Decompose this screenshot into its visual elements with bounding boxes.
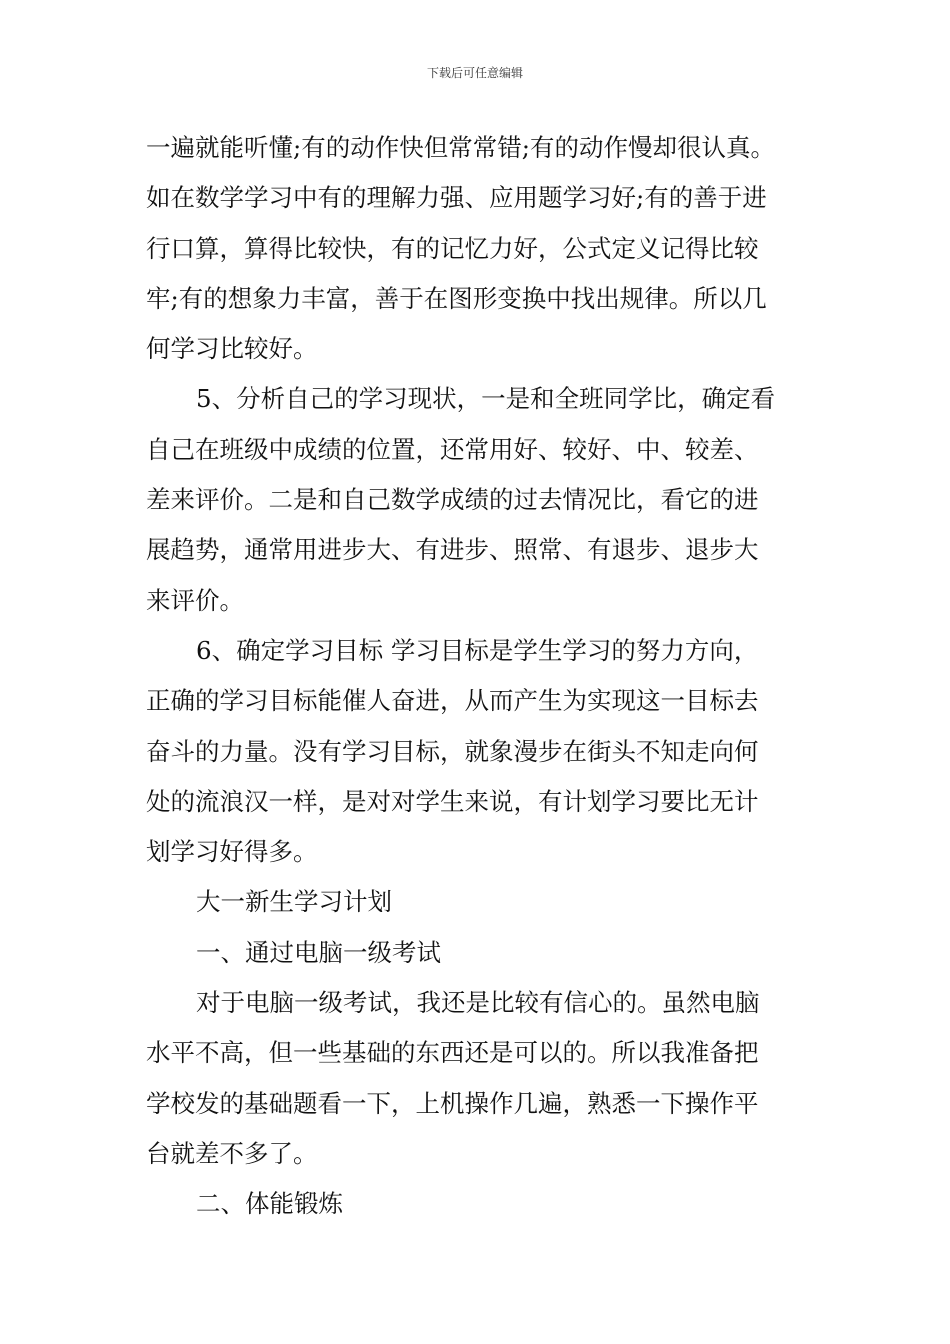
- text-line: 牢;有的想象力丰富，善于在图形变换中找出规律。所以几: [146, 283, 767, 313]
- text-line: 正确的学习目标能催人奋进，从而产生为实现这一目标去: [146, 686, 759, 716]
- text-line: 对于电脑一级考试，我还是比较有信心的。虽然电脑: [196, 988, 760, 1018]
- text-line: 行口算，算得比较快，有的记忆力好，公式定义记得比较: [146, 233, 759, 263]
- text-line: 二、体能锻炼: [196, 1189, 343, 1219]
- text-line: 展趋势，通常用进步大、有进步、照常、有退步、退步大: [146, 535, 759, 565]
- text-line: 大一新生学习计划: [196, 887, 392, 917]
- text-line: 来评价。: [146, 585, 244, 615]
- text-line: 学校发的基础题看一下，上机操作几遍，熟悉一下操作平: [146, 1088, 759, 1118]
- document-body: [146, 123, 846, 1230]
- text-line: 6、确定学习目标 学习目标是学生学习的努力方向，: [196, 635, 759, 665]
- text-line: 处的流浪汉一样，是对对学生来说，有计划学习要比无计: [146, 786, 759, 816]
- text-line: 自己在班级中成绩的位置，还常用好、较好、中、较差、: [146, 434, 759, 464]
- text-line: 一、通过电脑一级考试: [196, 937, 441, 967]
- text-line: 划学习好得多。: [146, 837, 318, 867]
- text-line: 奋斗的力量。没有学习目标，就象漫步在街头不知走向何: [146, 736, 759, 766]
- text-line: 何学习比较好。: [146, 334, 318, 364]
- text-line: 水平不高，但一些基础的东西还是可以的。所以我准备把: [146, 1038, 759, 1068]
- text-line: 差来评价。二是和自己数学成绩的过去情况比，看它的进: [146, 485, 759, 515]
- text-line: 5、分析自己的学习现状，一是和全班同学比，确定看: [196, 384, 776, 414]
- text-line: 如在数学学习中有的理解力强、应用题学习好;有的善于进: [146, 183, 767, 213]
- text-line: 台就差不多了。: [146, 1138, 318, 1168]
- page-header: 下载后可任意编辑: [426, 66, 523, 80]
- text-line: 一遍就能听懂;有的动作快但常常错;有的动作慢却很认真。: [146, 133, 776, 162]
